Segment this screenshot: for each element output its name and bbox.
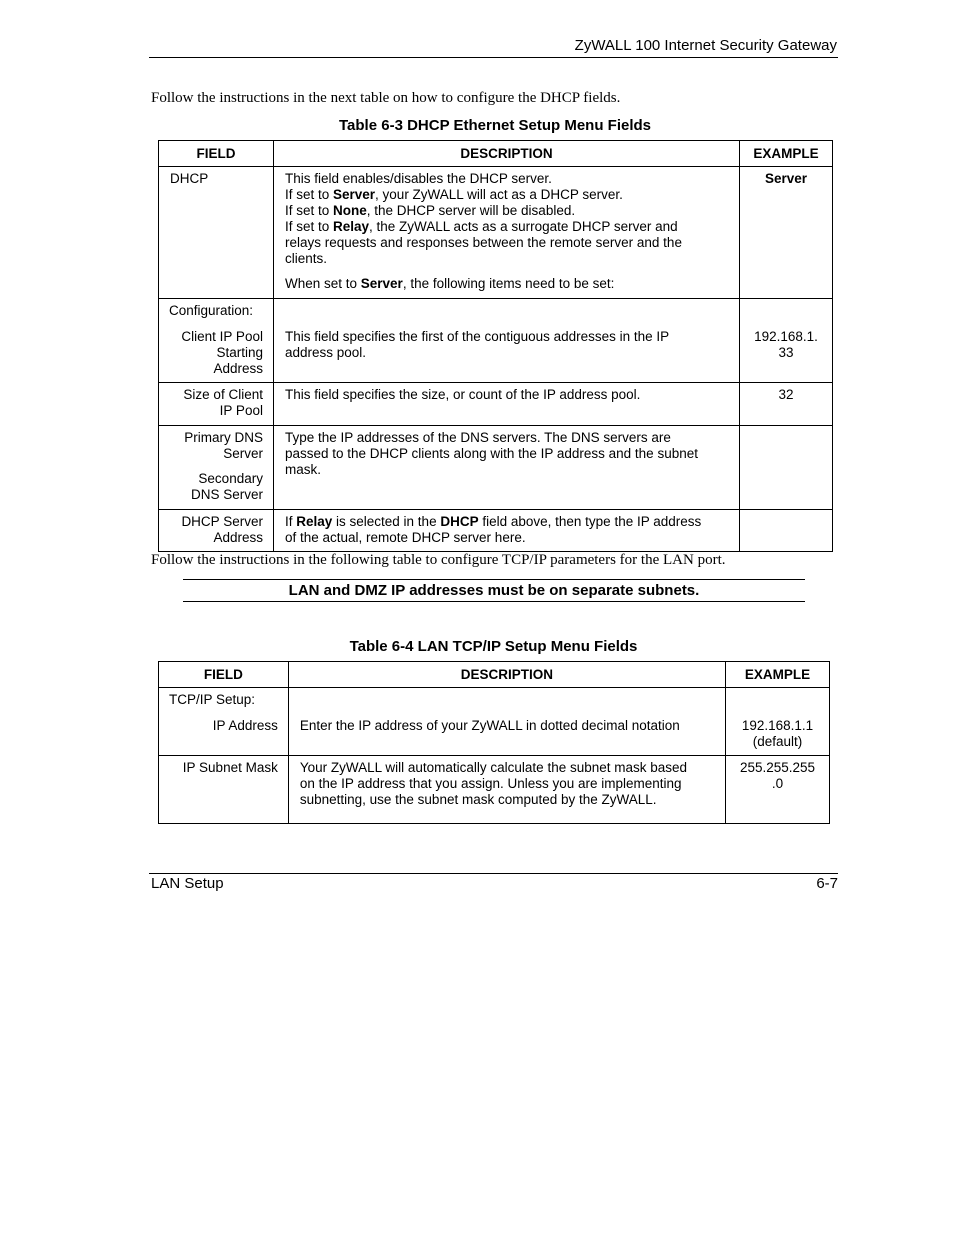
example-cell-dhcp-server-address	[740, 510, 833, 552]
footer-section-name: LAN Setup	[151, 875, 224, 892]
example-cell-client-ip-pool	[740, 299, 833, 383]
column-header-field: FIELD	[159, 662, 289, 688]
desc-line: of the actual, remote DHCP server here.	[284, 530, 526, 545]
desc-line: If set to Relay, the ZyWALL acts as a surrogate DHCP server and	[284, 219, 678, 234]
desc-line: passed to the DHCP clients along with the IP address and the subnet	[284, 446, 698, 461]
field-label: IP Address	[212, 718, 278, 733]
field-cell-dns-servers	[159, 426, 274, 510]
desc-line: This field specifies the first of the contiguous addresses in the IP	[284, 329, 670, 344]
example-cell-dhcp	[740, 167, 833, 299]
desc-line: clients.	[284, 251, 327, 266]
column-header-field: FIELD	[159, 141, 274, 167]
desc-line: on the IP address that you assign. Unless you are implementing	[299, 776, 682, 791]
description-cell-subnet-mask	[288, 756, 725, 824]
field-label: Starting	[216, 345, 263, 360]
table-caption-dhcp: Table 6-3 DHCP Ethernet Setup Menu Fields	[339, 117, 651, 134]
column-header-example: EXAMPLE	[740, 141, 833, 167]
desc-line: This field specifies the size, or count of the IP address pool.	[284, 387, 641, 402]
intro-paragraph-tcpip: Follow the instructions in the following table to configure TCP/IP parameters for the LAN port.	[151, 552, 726, 568]
field-cell-dhcp-server-address	[159, 510, 274, 552]
example-value: (default)	[752, 734, 803, 749]
table-row-dhcp-server-address	[159, 510, 833, 552]
note-text: LAN and DMZ IP addresses must be on separate subnets.	[288, 582, 700, 599]
field-label: DHCP	[170, 171, 209, 186]
table-row-client-ip-pool	[159, 299, 833, 383]
description-cell-dhcp	[273, 167, 739, 299]
description-cell-client-ip-pool	[273, 299, 739, 383]
example-cell-subnet-mask	[726, 756, 830, 824]
example-cell-dns-servers	[740, 426, 833, 510]
table-header-row	[159, 662, 830, 688]
note-rule-top	[183, 579, 805, 580]
field-cell-pool-size	[159, 383, 274, 426]
table-row-dns-servers	[159, 426, 833, 510]
desc-line: Your ZyWALL will automatically calculate the subnet mask based	[299, 760, 688, 775]
example-value: 32	[778, 387, 794, 402]
desc-line: subnetting, use the subnet mask computed by the ZyWALL.	[299, 792, 657, 807]
column-header-example: EXAMPLE	[726, 662, 830, 688]
config-label: Configuration:	[169, 303, 254, 318]
table-row-subnet-mask	[159, 756, 830, 824]
table-header-row	[159, 141, 833, 167]
lan-tcpip-fields-table	[158, 661, 830, 824]
field-cell-client-ip-pool	[159, 299, 274, 383]
table-row-ip-address	[159, 688, 830, 756]
desc-line: relays requests and responses between the remote server and the	[284, 235, 682, 250]
desc-line: Enter the IP address of your ZyWALL in dotted decimal notation	[299, 718, 680, 733]
field-label: DHCP Server	[181, 514, 263, 529]
example-value: 255.255.255	[739, 760, 816, 775]
field-label: Primary DNS	[184, 430, 263, 445]
example-value: 192.168.1.	[754, 329, 818, 344]
field-label: IP Subnet Mask	[182, 760, 278, 775]
dhcp-fields-table	[158, 140, 833, 552]
table-row-pool-size	[159, 383, 833, 426]
example-value: Server	[764, 171, 808, 186]
description-cell-dns-servers	[273, 426, 739, 510]
field-cell-dhcp	[159, 167, 274, 299]
desc-line: When set to Server, the following items need to be set:	[284, 276, 615, 291]
description-cell-pool-size	[273, 383, 739, 426]
desc-line: Type the IP addresses of the DNS servers. The DNS servers are	[284, 430, 671, 445]
desc-line: If set to None, the DHCP server will be disabled.	[284, 203, 576, 218]
example-value: 33	[778, 345, 794, 360]
field-label: Address	[213, 530, 263, 545]
header-rule	[149, 57, 838, 58]
desc-line: This field enables/disables the DHCP server.	[284, 171, 552, 186]
column-header-description: DESCRIPTION	[288, 662, 725, 688]
tcpip-setup-label: TCP/IP Setup:	[169, 692, 256, 707]
footer-rule	[149, 873, 838, 874]
footer-page-number: 6-7	[816, 875, 838, 892]
desc-line: address pool.	[284, 345, 367, 360]
field-label: DNS Server	[190, 487, 263, 502]
page-header-title: ZyWALL 100 Internet Security Gateway	[574, 37, 837, 54]
example-value: .0	[771, 776, 784, 791]
field-label: Size of Client	[183, 387, 263, 402]
table-caption-tcpip: Table 6-4 LAN TCP/IP Setup Menu Fields	[349, 638, 638, 655]
note-rule-bottom	[183, 601, 805, 602]
description-cell-ip-address	[288, 688, 725, 756]
field-label: IP Pool	[219, 403, 263, 418]
field-label: Server	[223, 446, 263, 461]
desc-line: If set to Server, your ZyWALL will act as a DHCP server.	[284, 187, 623, 202]
field-label: Secondary	[198, 471, 263, 486]
description-cell-dhcp-server-address	[273, 510, 739, 552]
field-cell-subnet-mask	[159, 756, 289, 824]
table-row-dhcp	[159, 167, 833, 299]
column-header-description: DESCRIPTION	[273, 141, 739, 167]
example-cell-ip-address	[726, 688, 830, 756]
intro-paragraph-dhcp: Follow the instructions in the next table on how to configure the DHCP fields.	[151, 90, 621, 106]
example-cell-pool-size	[740, 383, 833, 426]
field-label: Address	[213, 361, 263, 376]
desc-line: mask.	[284, 462, 321, 477]
field-label: Client IP Pool	[181, 329, 263, 344]
desc-line: If Relay is selected in the DHCP field above, then type the IP address	[284, 514, 702, 529]
field-cell-ip-address	[159, 688, 289, 756]
example-value: 192.168.1.1	[741, 718, 814, 733]
